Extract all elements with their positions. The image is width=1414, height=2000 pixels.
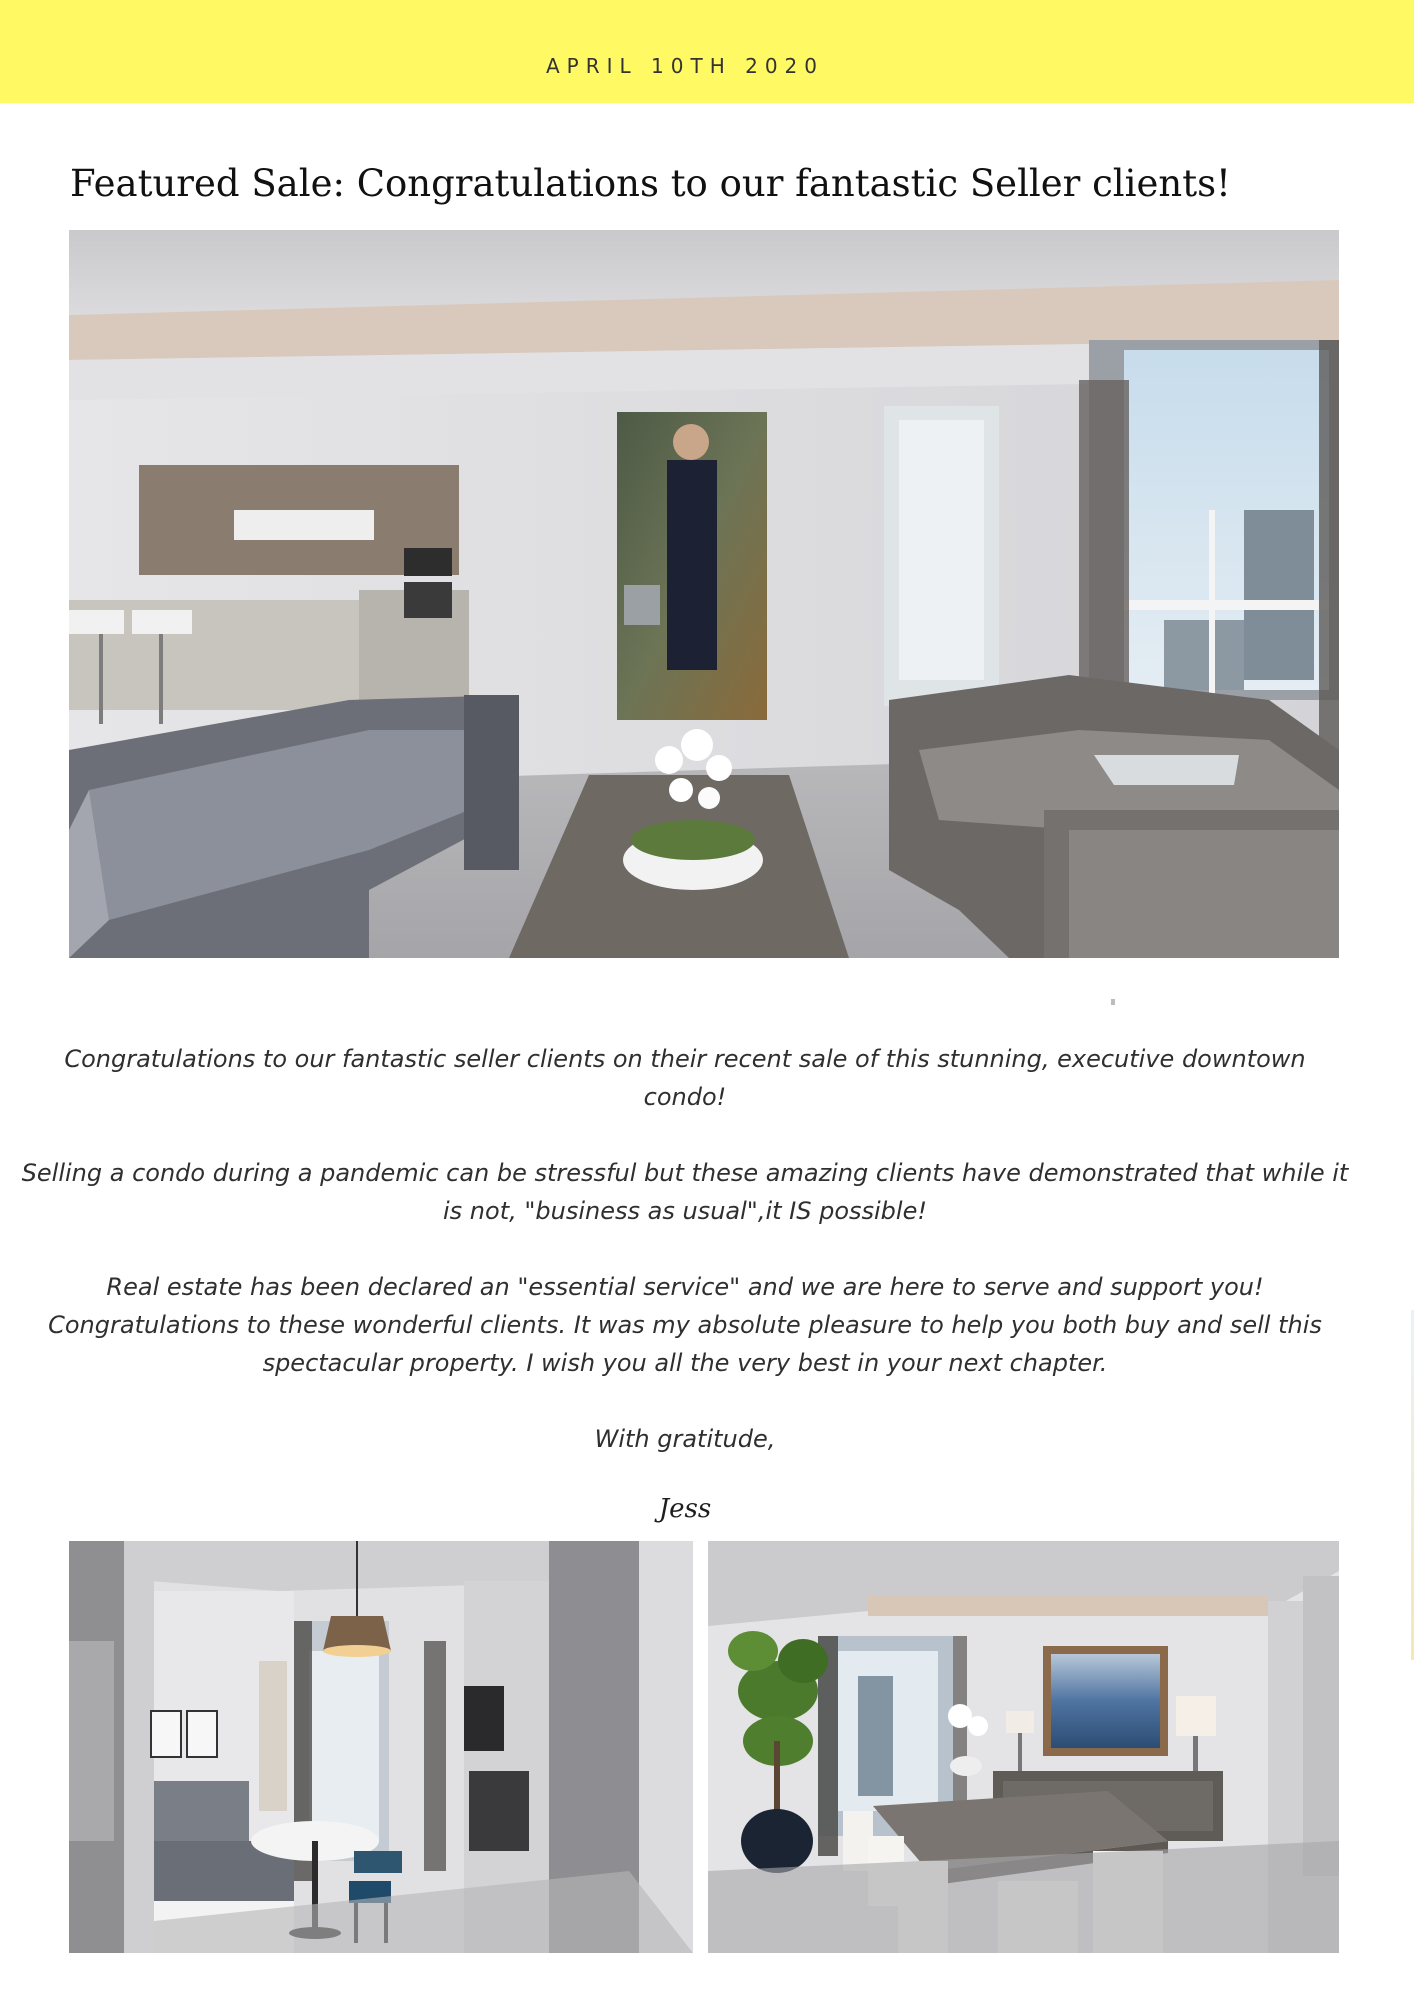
page-title: Featured Sale: Congratulations to our fantastic Seller clients! — [70, 162, 1231, 205]
header-band — [0, 0, 1414, 103]
paragraph-essential-service: Real estate has been declared an "essential service" and we are here to serve and support you! Congratulations to these wonderful clients. It was my absolute pleasure to help you both buy and sell this spectacular property. I wish you all the very best in your next chapter. — [48, 1273, 1322, 1377]
image-speck — [1111, 999, 1115, 1005]
breakfast-nook-photo — [69, 1541, 693, 1953]
announcement-text — [20, 1040, 1350, 1458]
paragraph-congratulations: Congratulations to our fantastic seller clients on their recent sale of this stunning, executive downtown condo! — [64, 1045, 1306, 1111]
living-room-photo — [69, 230, 1339, 958]
signature: Jess — [658, 1494, 712, 1524]
dining-room-photo — [708, 1541, 1339, 1953]
newsletter-date: APRIL 10TH 2020 — [546, 54, 824, 78]
paragraph-pandemic: Selling a condo during a pandemic can be stressful but these amazing clients have demonstrated that while it is not, "business as usual",it IS possible! — [21, 1159, 1349, 1225]
closing-line: With gratitude, — [594, 1425, 776, 1453]
